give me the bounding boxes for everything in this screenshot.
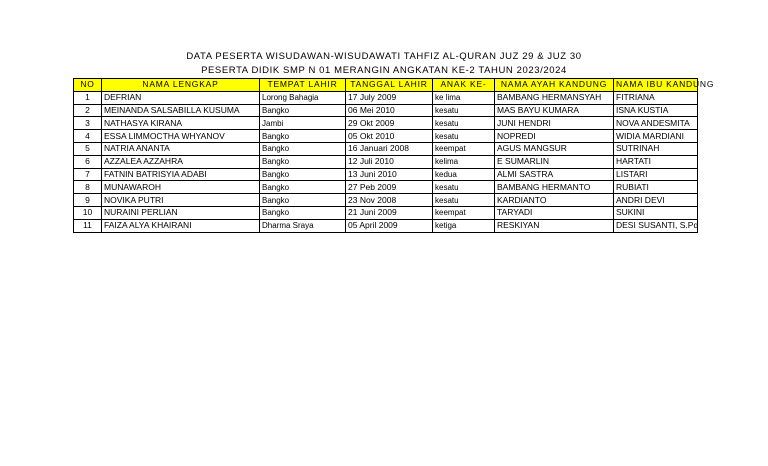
cell-nama-ibu: LISTARI — [614, 168, 698, 181]
cell-tempat-lahir: Lorong Bahagia — [260, 91, 346, 104]
cell-no: 1 — [74, 91, 102, 104]
column-header-anak-ke: ANAK KE- — [433, 79, 495, 92]
column-header-nama-ibu: NAMA IBU KANDUNG — [614, 79, 698, 92]
cell-no: 4 — [74, 130, 102, 143]
cell-no: 6 — [74, 155, 102, 168]
cell-tempat-lahir: Bangko — [260, 181, 346, 194]
cell-nama-lengkap: MEINANDA SALSABILLA KUSUMA — [102, 104, 260, 117]
cell-anak-ke: kesatu — [433, 130, 495, 143]
cell-nama-ayah: TARYADI — [495, 206, 614, 219]
cell-tanggal-lahir: 12 Juli 2010 — [346, 155, 433, 168]
cell-anak-ke: kedua — [433, 168, 495, 181]
cell-tempat-lahir: Bangko — [260, 168, 346, 181]
cell-anak-ke: kesatu — [433, 104, 495, 117]
cell-no: 11 — [74, 219, 102, 232]
cell-no: 5 — [74, 142, 102, 155]
cell-no: 7 — [74, 168, 102, 181]
cell-nama-ibu: SUKINI — [614, 206, 698, 219]
cell-nama-ibu: RUBIATI — [614, 181, 698, 194]
table-row — [74, 168, 698, 181]
cell-no: 8 — [74, 181, 102, 194]
cell-tanggal-lahir: 29 Okt 2009 — [346, 117, 433, 130]
cell-nama-ibu: HARTATI — [614, 155, 698, 168]
cell-nama-ibu: NOVA ANDESMITA — [614, 117, 698, 130]
cell-tempat-lahir: Bangko — [260, 130, 346, 143]
cell-anak-ke: kesatu — [433, 117, 495, 130]
column-header-nama-ayah: NAMA AYAH KANDUNG — [495, 79, 614, 92]
document-title: DATA PESERTA WISUDAWAN-WISUDAWATI TAHFIZ AL-QURAN JUZ 29 & JUZ 30 — [186, 51, 582, 62]
cell-tempat-lahir: Dharma Sraya — [260, 219, 346, 232]
table-row — [74, 206, 698, 219]
cell-nama-ayah: AGUS MANGSUR — [495, 142, 614, 155]
cell-tempat-lahir: Jambi — [260, 117, 346, 130]
cell-tanggal-lahir: 05 April 2009 — [346, 219, 433, 232]
cell-nama-ayah: KARDIANTO — [495, 194, 614, 207]
table-body — [74, 91, 698, 232]
cell-anak-ke: kesatu — [433, 181, 495, 194]
cell-tempat-lahir: Bangko — [260, 155, 346, 168]
cell-nama-lengkap: NOVIKA PUTRI — [102, 194, 260, 207]
table-row — [74, 181, 698, 194]
cell-no: 2 — [74, 104, 102, 117]
cell-nama-ibu: ANDRI DEVI — [614, 194, 698, 207]
cell-nama-lengkap: FAIZA ALYA KHAIRANI — [102, 219, 260, 232]
cell-nama-lengkap: DEFRIAN — [102, 91, 260, 104]
column-header-no: NO — [74, 79, 102, 92]
table-row — [74, 142, 698, 155]
column-header-tempat-lahir: TEMPAT LAHIR — [260, 79, 346, 92]
cell-anak-ke: keempat — [433, 206, 495, 219]
cell-nama-ayah: JUNI HENDRI — [495, 117, 614, 130]
cell-nama-lengkap: NATHASYA KIRANA — [102, 117, 260, 130]
cell-tanggal-lahir: 16 Januari 2008 — [346, 142, 433, 155]
table-row — [74, 117, 698, 130]
participants-table — [73, 78, 715, 233]
column-header-nama-lengkap: NAMA LENGKAP — [102, 79, 260, 92]
document-subtitle: PESERTA DIDIK SMP N 01 MERANGIN ANGKATAN KE-2 TAHUN 2023/2024 — [201, 65, 567, 76]
cell-tanggal-lahir: 13 Juni 2010 — [346, 168, 433, 181]
cell-tanggal-lahir: 21 Juni 2009 — [346, 206, 433, 219]
cell-nama-ibu: WIDIA MARDIANI — [614, 130, 698, 143]
table-row — [74, 91, 698, 104]
table-row — [74, 104, 698, 117]
cell-nama-lengkap: MUNAWAROH — [102, 181, 260, 194]
cell-nama-ayah: MAS BAYU KUMARA — [495, 104, 614, 117]
cell-nama-ayah: BAMBANG HERMANTO — [495, 181, 614, 194]
cell-anak-ke: kelima — [433, 155, 495, 168]
cell-tanggal-lahir: 05 Okt 2010 — [346, 130, 433, 143]
cell-tempat-lahir: Bangko — [260, 104, 346, 117]
cell-nama-ayah: RESKIYAN — [495, 219, 614, 232]
cell-anak-ke: kesatu — [433, 194, 495, 207]
cell-nama-ibu: SUTRINAH — [614, 142, 698, 155]
cell-tempat-lahir: Bangko — [260, 194, 346, 207]
cell-anak-ke: ke lima — [433, 91, 495, 104]
cell-nama-lengkap: FATNIN BATRISYIA ADABI — [102, 168, 260, 181]
cell-nama-ayah: NOPREDI — [495, 130, 614, 143]
cell-nama-lengkap: ESSA LIMMOCTHA WHYANOV — [102, 130, 260, 143]
table-row — [74, 130, 698, 143]
table-header-row — [74, 79, 698, 92]
cell-tempat-lahir: Bangko — [260, 206, 346, 219]
cell-no: 3 — [74, 117, 102, 130]
table-row — [74, 194, 698, 207]
cell-tanggal-lahir: 23 Nov 2008 — [346, 194, 433, 207]
cell-nama-ibu: ISNA KUSTIA — [614, 104, 698, 117]
cell-nama-lengkap: NATRIA ANANTA — [102, 142, 260, 155]
cell-nama-ayah: BAMBANG HERMANSYAH — [495, 91, 614, 104]
table-row — [74, 155, 698, 168]
cell-tanggal-lahir: 27 Peb 2009 — [346, 181, 433, 194]
cell-nama-lengkap: NURAINI PERLIAN — [102, 206, 260, 219]
cell-tanggal-lahir: 17 July 2009 — [346, 91, 433, 104]
cell-nama-ayah: E SUMARLIN — [495, 155, 614, 168]
cell-nama-ibu: DESI SUSANTI, S.Pd — [614, 219, 698, 232]
cell-no: 10 — [74, 206, 102, 219]
cell-no: 9 — [74, 194, 102, 207]
cell-tanggal-lahir: 06 Mei 2010 — [346, 104, 433, 117]
table-row — [74, 219, 698, 232]
cell-nama-ibu: FITRIANA — [614, 91, 698, 104]
cell-tempat-lahir: Bangko — [260, 142, 346, 155]
cell-nama-lengkap: AZZALEA AZZAHRA — [102, 155, 260, 168]
column-header-tanggal-lahir: TANGGAL LAHIR — [346, 79, 433, 92]
cell-nama-ayah: ALMI SASTRA — [495, 168, 614, 181]
cell-anak-ke: keempat — [433, 142, 495, 155]
cell-anak-ke: ketiga — [433, 219, 495, 232]
